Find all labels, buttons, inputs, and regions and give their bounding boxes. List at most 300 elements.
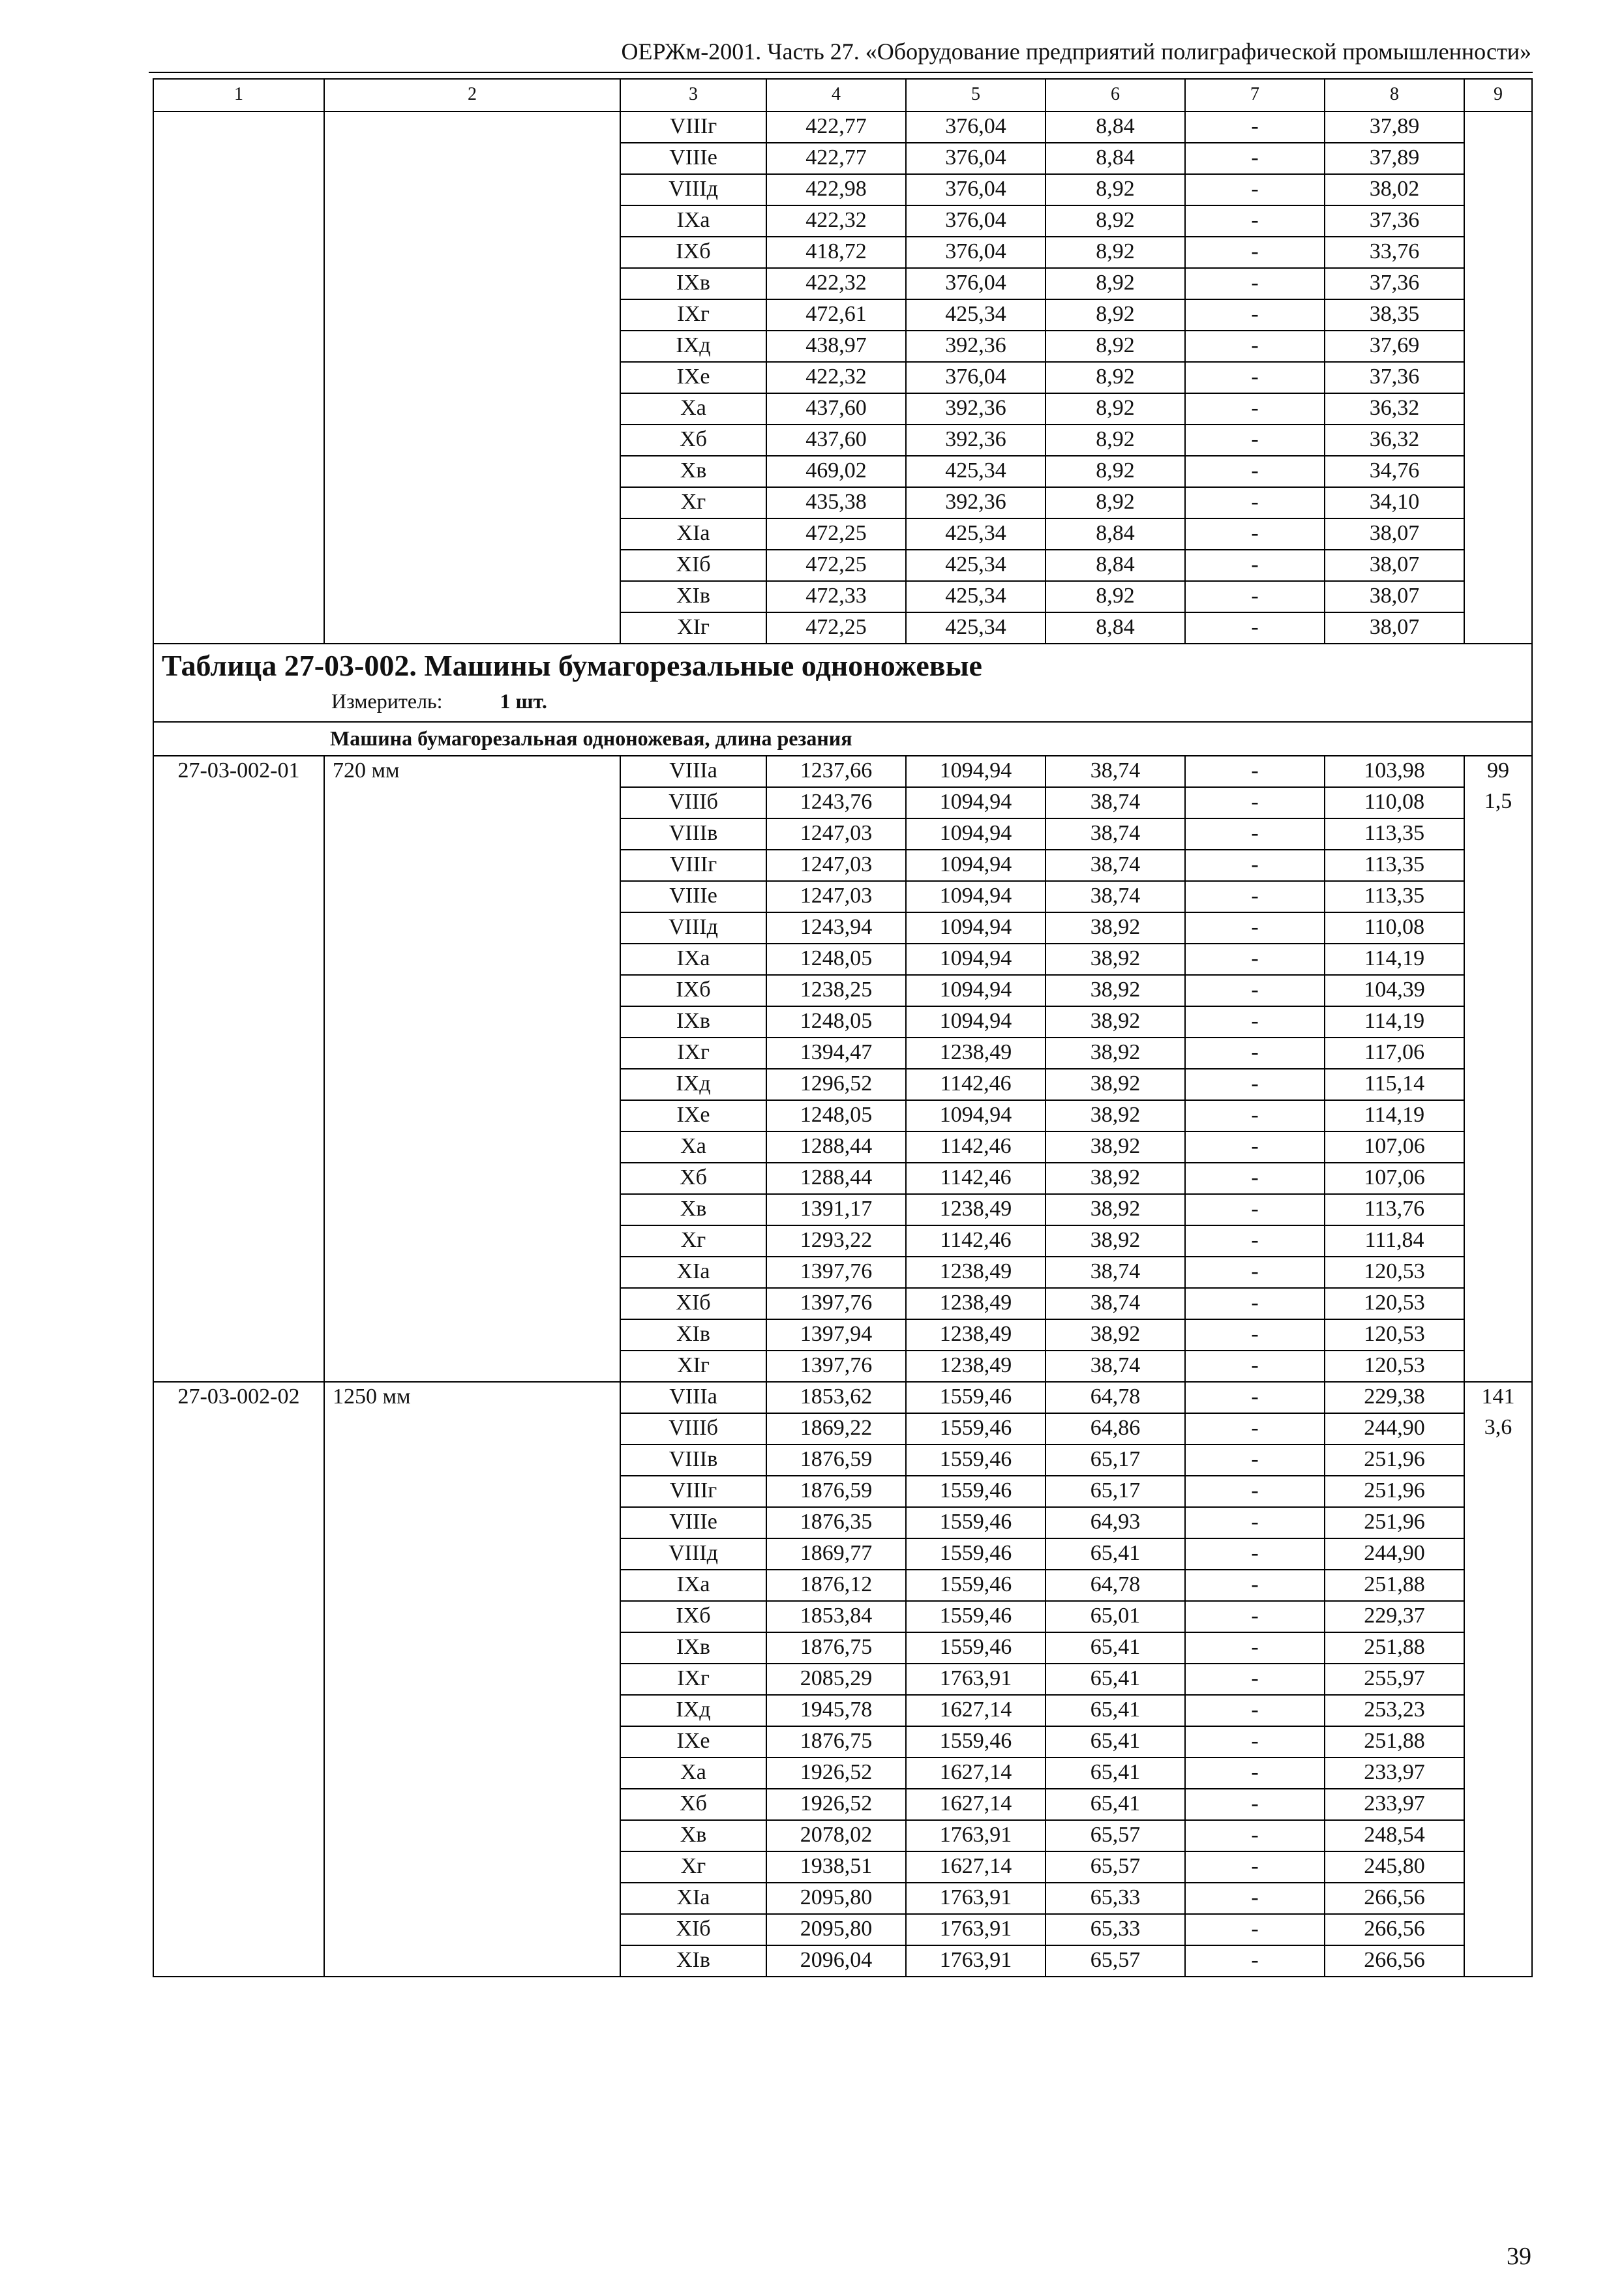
code-cell	[153, 1726, 324, 1758]
name-cell	[324, 1131, 620, 1163]
value-cell: -	[1185, 1695, 1325, 1726]
value-cell: 233,97	[1325, 1758, 1464, 1789]
value-cell: 38,74	[1045, 850, 1185, 881]
value-cell: 64,86	[1045, 1413, 1185, 1444]
value-cell: IXд	[620, 1069, 766, 1100]
value-cell: -	[1185, 1444, 1325, 1476]
value-cell: 8,92	[1045, 268, 1185, 299]
value-cell: 1094,94	[906, 1006, 1045, 1038]
code-cell	[153, 1351, 324, 1382]
page-header: ОЕРЖм-2001. Часть 27. «Оборудование предприятий полиграфической промышленности»	[621, 38, 1531, 65]
table-row	[153, 1351, 1532, 1382]
value-cell: 1288,44	[766, 1163, 906, 1194]
code-cell	[153, 850, 324, 881]
value-cell: 1238,49	[906, 1257, 1045, 1288]
value-cell: 8,92	[1045, 237, 1185, 268]
value-cell: 1142,46	[906, 1069, 1045, 1100]
value-cell: IXа	[620, 1570, 766, 1601]
value-cell: XIв	[620, 1319, 766, 1351]
value-cell: 1559,46	[906, 1632, 1045, 1664]
value-cell: 113,35	[1325, 818, 1464, 850]
value-cell: 36,32	[1325, 425, 1464, 456]
table-row	[153, 1194, 1532, 1225]
code-cell	[153, 881, 324, 912]
code-cell	[153, 1632, 324, 1664]
value-cell: IXе	[620, 362, 766, 393]
col9-cell	[1464, 1851, 1532, 1883]
table-row	[153, 1225, 1532, 1257]
value-cell: 8,92	[1045, 174, 1185, 205]
value-cell: -	[1185, 1820, 1325, 1851]
value-cell: -	[1185, 1131, 1325, 1163]
value-cell: Xа	[620, 1758, 766, 1789]
value-cell: 425,34	[906, 518, 1045, 550]
table-row	[153, 581, 1532, 612]
value-cell: 1094,94	[906, 818, 1045, 850]
col9-cell	[1464, 818, 1532, 850]
value-cell: IXб	[620, 1601, 766, 1632]
value-cell: 65,57	[1045, 1851, 1185, 1883]
table-row	[153, 1507, 1532, 1538]
value-cell: 33,76	[1325, 237, 1464, 268]
value-cell: 65,41	[1045, 1758, 1185, 1789]
value-cell: 114,19	[1325, 1100, 1464, 1131]
value-cell: -	[1185, 237, 1325, 268]
value-cell: 422,98	[766, 174, 906, 205]
value-cell: VIIIе	[620, 1507, 766, 1538]
value-cell: 8,92	[1045, 331, 1185, 362]
value-cell: -	[1185, 1257, 1325, 1288]
value-cell: 36,32	[1325, 393, 1464, 425]
value-cell: 37,89	[1325, 143, 1464, 174]
column-number: 4	[766, 79, 906, 112]
code-cell	[153, 1413, 324, 1444]
value-cell: 65,17	[1045, 1444, 1185, 1476]
value-cell: 38,74	[1045, 818, 1185, 850]
code-cell	[153, 518, 324, 550]
value-cell: 251,88	[1325, 1632, 1464, 1664]
value-cell: 38,92	[1045, 1194, 1185, 1225]
table-row	[153, 1664, 1532, 1695]
code-cell	[153, 1038, 324, 1069]
col9-cell	[1464, 850, 1532, 881]
value-cell: 1094,94	[906, 787, 1045, 818]
col9-cell	[1464, 1476, 1532, 1507]
table-row	[153, 612, 1532, 644]
value-cell: XIб	[620, 1288, 766, 1319]
value-cell: IXг	[620, 1038, 766, 1069]
value-cell: 1243,76	[766, 787, 906, 818]
code-cell	[153, 1570, 324, 1601]
name-cell	[324, 1257, 620, 1288]
table-row	[153, 1758, 1532, 1789]
value-cell: 1926,52	[766, 1758, 906, 1789]
name-cell	[324, 487, 620, 518]
code-cell	[153, 1758, 324, 1789]
table-row	[153, 1601, 1532, 1632]
col9-cell	[1464, 1069, 1532, 1100]
name-cell	[324, 1006, 620, 1038]
value-cell: -	[1185, 174, 1325, 205]
col9-cell	[1464, 1194, 1532, 1225]
col9-cell	[1464, 1695, 1532, 1726]
value-cell: 1248,05	[766, 1100, 906, 1131]
value-cell: 255,97	[1325, 1664, 1464, 1695]
value-cell: 8,92	[1045, 393, 1185, 425]
subheading: Машина бумагорезальная одноножевая, длина резания	[153, 722, 1532, 756]
value-cell: 376,04	[906, 362, 1045, 393]
table-row	[153, 1726, 1532, 1758]
value-cell: 2078,02	[766, 1820, 906, 1851]
value-cell: -	[1185, 1632, 1325, 1664]
value-cell: 117,06	[1325, 1038, 1464, 1069]
value-cell: 65,41	[1045, 1664, 1185, 1695]
col9-cell	[1464, 425, 1532, 456]
table-row	[153, 1695, 1532, 1726]
value-cell: 1763,91	[906, 1820, 1045, 1851]
code-cell	[153, 612, 324, 644]
value-cell: 1248,05	[766, 1006, 906, 1038]
value-cell: 472,25	[766, 518, 906, 550]
value-cell: -	[1185, 331, 1325, 362]
table-row	[153, 1288, 1532, 1319]
measure-row	[162, 686, 1531, 716]
column-number: 9	[1464, 79, 1532, 112]
table-title-row	[153, 644, 1532, 722]
value-cell: -	[1185, 912, 1325, 944]
code-cell	[153, 1507, 324, 1538]
value-cell: 114,19	[1325, 1006, 1464, 1038]
col9-cell	[1464, 1789, 1532, 1820]
table-row	[153, 143, 1532, 174]
code-cell	[153, 1069, 324, 1100]
code-cell	[153, 299, 324, 331]
name-cell	[324, 1664, 620, 1695]
value-cell: 1094,94	[906, 912, 1045, 944]
column-number-row	[153, 79, 1532, 112]
code-cell	[153, 1914, 324, 1945]
code-cell	[153, 1820, 324, 1851]
code-cell	[153, 331, 324, 362]
value-cell: 1627,14	[906, 1758, 1045, 1789]
col9-cell	[1464, 518, 1532, 550]
value-cell: 38,02	[1325, 174, 1464, 205]
value-cell: IXв	[620, 1632, 766, 1664]
value-cell: 8,92	[1045, 425, 1185, 456]
col9-cell	[1464, 1570, 1532, 1601]
subheading-row	[153, 722, 1532, 756]
code-cell	[153, 1883, 324, 1914]
code-cell	[153, 1100, 324, 1131]
value-cell: 472,25	[766, 612, 906, 644]
col9-cell	[1464, 1038, 1532, 1069]
value-cell: -	[1185, 299, 1325, 331]
value-cell: 437,60	[766, 425, 906, 456]
value-cell: 64,93	[1045, 1507, 1185, 1538]
value-cell: 392,36	[906, 331, 1045, 362]
name-cell	[324, 612, 620, 644]
value-cell: VIIIг	[620, 850, 766, 881]
value-cell: 65,33	[1045, 1883, 1185, 1914]
col9-cell	[1464, 1006, 1532, 1038]
table-row	[153, 112, 1532, 143]
value-cell: 114,19	[1325, 944, 1464, 975]
value-cell: -	[1185, 1006, 1325, 1038]
value-cell: 104,39	[1325, 975, 1464, 1006]
rate-code: 27-03-002-02	[153, 1382, 324, 1413]
name-cell	[324, 112, 620, 143]
table-row	[153, 1382, 1532, 1413]
col9-cell	[1464, 487, 1532, 518]
name-cell	[324, 1288, 620, 1319]
value-cell: 1559,46	[906, 1476, 1045, 1507]
value-cell: 8,92	[1045, 205, 1185, 237]
col9-cell	[1464, 1820, 1532, 1851]
code-cell	[153, 1538, 324, 1570]
value-cell: VIIIа	[620, 756, 766, 787]
value-cell: 34,10	[1325, 487, 1464, 518]
value-cell: IXб	[620, 237, 766, 268]
value-cell: 1627,14	[906, 1789, 1045, 1820]
col9-cell	[1464, 1726, 1532, 1758]
value-cell: 1559,46	[906, 1444, 1045, 1476]
value-cell: 65,41	[1045, 1695, 1185, 1726]
name-cell	[324, 1476, 620, 1507]
value-cell: 8,84	[1045, 143, 1185, 174]
value-cell: -	[1185, 1382, 1325, 1413]
table-row	[153, 1476, 1532, 1507]
name-cell	[324, 205, 620, 237]
value-cell: IXг	[620, 299, 766, 331]
value-cell: 65,41	[1045, 1538, 1185, 1570]
value-cell: -	[1185, 1789, 1325, 1820]
value-cell: 38,92	[1045, 1319, 1185, 1351]
table-row	[153, 1538, 1532, 1570]
value-cell: 1248,05	[766, 944, 906, 975]
code-cell	[153, 268, 324, 299]
col9-cell	[1464, 944, 1532, 975]
value-cell: -	[1185, 944, 1325, 975]
value-cell: 34,76	[1325, 456, 1464, 487]
value-cell: Xг	[620, 487, 766, 518]
value-cell: 1559,46	[906, 1413, 1045, 1444]
value-cell: 65,17	[1045, 1476, 1185, 1507]
value-cell: 233,97	[1325, 1789, 1464, 1820]
table-row	[153, 487, 1532, 518]
value-cell: XIб	[620, 550, 766, 581]
value-cell: -	[1185, 1413, 1325, 1444]
value-cell: -	[1185, 581, 1325, 612]
value-cell: 472,33	[766, 581, 906, 612]
value-cell: VIIIд	[620, 174, 766, 205]
column-number: 8	[1325, 79, 1464, 112]
code-cell	[153, 944, 324, 975]
code-cell	[153, 818, 324, 850]
value-cell: 8,92	[1045, 581, 1185, 612]
value-cell: VIIIв	[620, 1444, 766, 1476]
value-cell: -	[1185, 850, 1325, 881]
col9-cell	[1464, 1538, 1532, 1570]
value-cell: Xа	[620, 393, 766, 425]
value-cell: IXб	[620, 975, 766, 1006]
value-cell: 435,38	[766, 487, 906, 518]
name-cell	[324, 1726, 620, 1758]
value-cell: 425,34	[906, 550, 1045, 581]
value-cell: 1876,59	[766, 1444, 906, 1476]
value-cell: 38,92	[1045, 1225, 1185, 1257]
code-cell	[153, 143, 324, 174]
value-cell: 1094,94	[906, 881, 1045, 912]
value-cell: VIIIг	[620, 1476, 766, 1507]
table-row	[153, 1632, 1532, 1664]
value-cell: 8,92	[1045, 299, 1185, 331]
col9-cell	[1464, 393, 1532, 425]
table-row	[153, 1069, 1532, 1100]
value-cell: 422,32	[766, 362, 906, 393]
value-cell: 2096,04	[766, 1945, 906, 1977]
code-cell	[153, 112, 324, 143]
value-cell: 1397,76	[766, 1351, 906, 1382]
col9-cell	[1464, 1632, 1532, 1664]
value-cell: 1094,94	[906, 944, 1045, 975]
value-cell: 1296,52	[766, 1069, 906, 1100]
table-row	[153, 1789, 1532, 1820]
value-cell: 120,53	[1325, 1288, 1464, 1319]
value-cell: 266,56	[1325, 1883, 1464, 1914]
value-cell: 438,97	[766, 331, 906, 362]
col9-cell	[1464, 581, 1532, 612]
value-cell: 38,74	[1045, 881, 1185, 912]
col9-cell	[1464, 362, 1532, 393]
name-cell	[324, 1914, 620, 1945]
value-cell: 1869,22	[766, 1413, 906, 1444]
value-cell: 472,25	[766, 550, 906, 581]
value-cell: -	[1185, 612, 1325, 644]
table-row	[153, 362, 1532, 393]
code-cell	[153, 1194, 324, 1225]
table-row	[153, 912, 1532, 944]
value-cell: -	[1185, 1883, 1325, 1914]
value-cell: 115,14	[1325, 1069, 1464, 1100]
value-cell: 37,36	[1325, 268, 1464, 299]
value-cell: 8,92	[1045, 362, 1185, 393]
code-cell	[153, 205, 324, 237]
value-cell: 1559,46	[906, 1601, 1045, 1632]
value-cell: 1293,22	[766, 1225, 906, 1257]
table-row	[153, 268, 1532, 299]
code-cell	[153, 1945, 324, 1977]
name-cell	[324, 174, 620, 205]
code-cell	[153, 1695, 324, 1726]
name-cell	[324, 787, 620, 818]
value-cell: 113,35	[1325, 881, 1464, 912]
value-cell: 1876,12	[766, 1570, 906, 1601]
value-cell: 38,74	[1045, 1257, 1185, 1288]
value-cell: 422,32	[766, 205, 906, 237]
table-row	[153, 518, 1532, 550]
value-cell: 469,02	[766, 456, 906, 487]
value-cell: 376,04	[906, 205, 1045, 237]
value-cell: -	[1185, 487, 1325, 518]
value-cell: 38,07	[1325, 612, 1464, 644]
table-row	[153, 756, 1532, 787]
value-cell: 376,04	[906, 237, 1045, 268]
table-row	[153, 1820, 1532, 1851]
value-cell: XIа	[620, 1883, 766, 1914]
value-cell: 1627,14	[906, 1851, 1045, 1883]
table-row	[153, 944, 1532, 975]
col9-cell	[1464, 1664, 1532, 1695]
col9-cell	[1464, 1131, 1532, 1163]
col9-cell: 3,6	[1464, 1413, 1532, 1444]
name-cell	[324, 881, 620, 912]
table-row	[153, 881, 1532, 912]
rate-name: 1250 мм	[324, 1382, 620, 1413]
value-cell: 65,41	[1045, 1789, 1185, 1820]
value-cell: -	[1185, 1288, 1325, 1319]
code-cell	[153, 174, 324, 205]
value-cell: 1763,91	[906, 1664, 1045, 1695]
name-cell	[324, 237, 620, 268]
value-cell: 1763,91	[906, 1914, 1045, 1945]
code-cell	[153, 1131, 324, 1163]
name-cell	[324, 1695, 620, 1726]
value-cell: 38,74	[1045, 787, 1185, 818]
col9-cell	[1464, 268, 1532, 299]
value-cell: 1876,75	[766, 1726, 906, 1758]
table-row	[153, 331, 1532, 362]
value-cell: 65,33	[1045, 1914, 1185, 1945]
table-row	[153, 1038, 1532, 1069]
value-cell: 1238,49	[906, 1319, 1045, 1351]
name-cell	[324, 1194, 620, 1225]
name-cell	[324, 362, 620, 393]
column-number: 6	[1045, 79, 1185, 112]
code-cell	[153, 550, 324, 581]
col9-cell	[1464, 1100, 1532, 1131]
value-cell: 111,84	[1325, 1225, 1464, 1257]
value-cell: -	[1185, 1163, 1325, 1194]
value-cell: 1243,94	[766, 912, 906, 944]
value-cell: 107,06	[1325, 1131, 1464, 1163]
value-cell: 1247,03	[766, 850, 906, 881]
value-cell: 65,57	[1045, 1820, 1185, 1851]
value-cell: 425,34	[906, 612, 1045, 644]
value-cell: 1247,03	[766, 881, 906, 912]
col9-cell	[1464, 975, 1532, 1006]
value-cell: 64,78	[1045, 1570, 1185, 1601]
col9-cell	[1464, 331, 1532, 362]
value-cell: XIв	[620, 581, 766, 612]
col9-cell	[1464, 1319, 1532, 1351]
value-cell: 376,04	[906, 268, 1045, 299]
code-cell	[153, 1006, 324, 1038]
table-row	[153, 393, 1532, 425]
value-cell: 120,53	[1325, 1351, 1464, 1382]
col9-cell	[1464, 1288, 1532, 1319]
value-cell: 65,57	[1045, 1945, 1185, 1977]
value-cell: XIг	[620, 612, 766, 644]
rate-name: 720 мм	[324, 756, 620, 787]
value-cell: 245,80	[1325, 1851, 1464, 1883]
code-cell	[153, 581, 324, 612]
name-cell	[324, 1069, 620, 1100]
name-cell	[324, 425, 620, 456]
value-cell: VIIIе	[620, 881, 766, 912]
name-cell	[324, 1413, 620, 1444]
value-cell: IXе	[620, 1726, 766, 1758]
value-cell: 38,74	[1045, 1288, 1185, 1319]
